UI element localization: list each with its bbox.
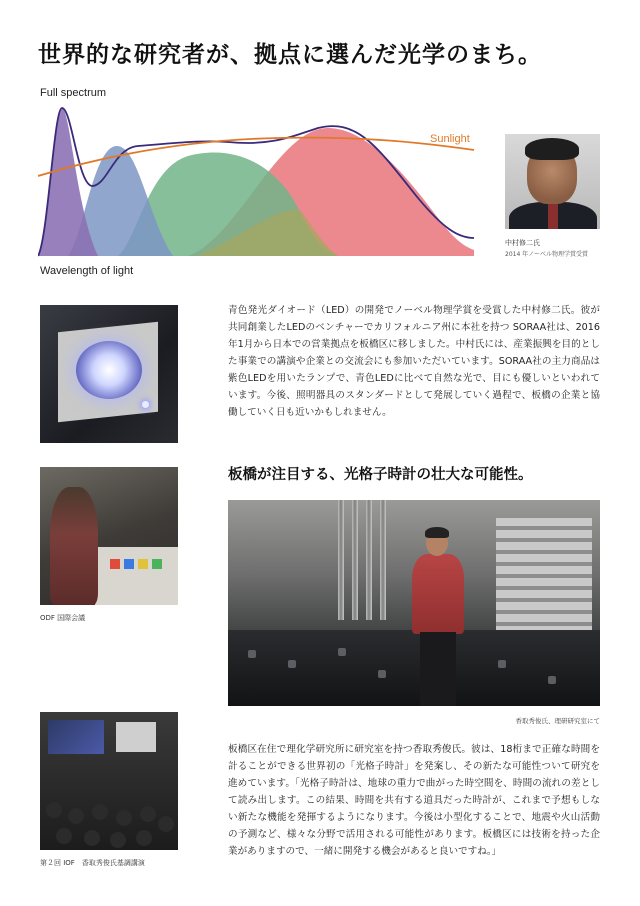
led-photo: [40, 305, 178, 443]
lab-gear: [498, 660, 506, 668]
lab-gear: [338, 648, 346, 656]
odf-sample: [124, 559, 134, 569]
paragraph-nakamura: 青色発光ダイオード（LED）の開発でノーベル物理学賞を受賞した中村修二氏。彼が共同創業したLEDのベンチャーでカリフォルニア州に本社を持つ SORAA社は、2016年1月から日本での営業拠点を板橋区に移しました。中村氏には、産業振興を目的とした事業での講演や企業との交流会にも参加いただいています。SORAA社の主力商品は紫色LEDを用いたランプで、青色LEDに比べて自然な光で、目にも優しいといわれています。今後、照明器具のスタンダードとして発展していく過程で、板橋の企業と協働していく日も近いかもしれません。: [228, 305, 600, 418]
lab-pipe: [338, 500, 344, 620]
violet-band: [38, 108, 98, 256]
audience-head: [140, 806, 156, 822]
portrait-name-caption: 中村修二氏: [505, 239, 540, 247]
audience-head: [68, 808, 84, 824]
lab-photo: [228, 500, 600, 706]
lab-bench: [228, 630, 600, 706]
odf-photo: [40, 467, 178, 605]
led-dot: [142, 401, 149, 408]
section-heading: 板橋が注目する、光格子時計の壮大な可能性。: [228, 467, 533, 483]
lab-pipe: [380, 500, 386, 620]
lab-person-legs: [420, 632, 456, 706]
lab-person-hair: [425, 527, 449, 538]
audience-head: [46, 802, 62, 818]
spectrum-label-bottom: Wavelength of light: [40, 265, 134, 277]
odf-sample: [152, 559, 162, 569]
iof-photo: [40, 712, 178, 850]
audience-head: [158, 816, 174, 832]
page-title: 世界的な研究者が、拠点に選んだ光学のまち。: [38, 41, 542, 68]
audience-head: [92, 804, 108, 820]
lab-gear: [288, 660, 296, 668]
lab-gear: [548, 676, 556, 684]
lab-gear: [378, 670, 386, 678]
spectrum-chart: [38, 88, 478, 278]
odf-sample: [110, 559, 120, 569]
lab-caption: 香取秀俊氏、理研研究室にて: [515, 717, 600, 725]
iof-screen-secondary: [116, 722, 156, 752]
spectrum-label-top: Full spectrum: [40, 87, 107, 99]
audience-head: [136, 830, 152, 846]
audience-head: [110, 832, 126, 848]
lab-pipe: [366, 500, 372, 620]
portrait-hair: [525, 138, 579, 160]
paragraph-katori: 板橋区在住で理化学研究所に研究室を持つ香取秀俊氏。彼は、18桁まで正確な時間を計ることができる世界初の「光格子時計」を発案し、その新たな可能性ついて研究を進めています。「光格子時計は、地球の重力で曲がった時空間を、時間の流れの差として読み出します。この結果、時間を共有する道具だった時計が、これまで予想もしない新たな機能を発揮するようになります。今後は小型化することで、地震や火山活動の予測など、様々な分野で活用される可能性があります。板橋区には技術を持った企業がありますので、一緒に開発する機会があると良いですね。」: [228, 744, 600, 857]
led-chip: [76, 341, 142, 399]
odf-sample: [138, 559, 148, 569]
odf-person: [50, 487, 98, 605]
odf-table: [95, 547, 178, 605]
iof-caption: 第２回 IOF 香取秀俊氏基調講演: [40, 859, 145, 867]
portrait-tie: [548, 204, 558, 229]
portrait-photo: [505, 134, 600, 229]
portrait-prize-caption: 2014 年ノーベル物理学賞受賞: [505, 251, 588, 258]
lab-gear: [248, 650, 256, 658]
audience-head: [116, 810, 132, 826]
odf-caption: ODF 国際会議: [40, 614, 86, 622]
lab-person-body: [412, 554, 464, 634]
audience-head: [84, 830, 100, 846]
lab-pipe: [352, 500, 358, 620]
sunlight-label: Sunlight: [430, 133, 470, 145]
iof-screen: [48, 720, 104, 754]
audience-head: [56, 828, 72, 844]
